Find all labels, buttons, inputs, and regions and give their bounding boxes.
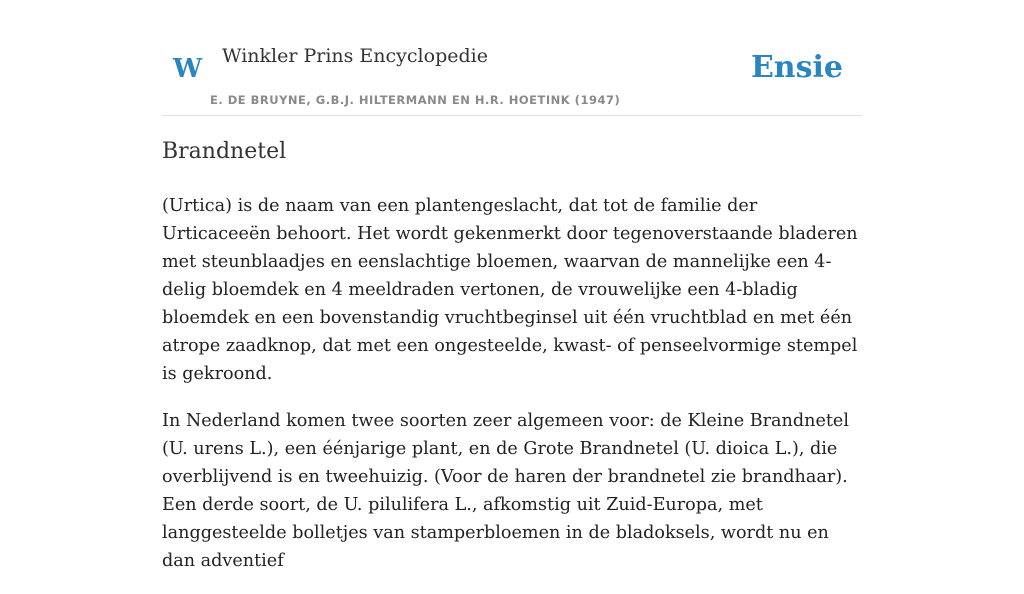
authors-line: E. DE BRUYNE, G.B.J. HILTERMANN EN H.R. HOETINK (1947) — [210, 93, 621, 107]
winkler-prins-logo[interactable]: W — [173, 54, 203, 84]
page — [162, 0, 862, 571]
article-body — [162, 192, 867, 594]
article-paragraph: In Nederland komen twee soorten zeer algemeen voor: de Kleine Brandnetel (U. urens L.), een éénjarige plant, en de Grote Brandnetel (U. dioica L.), die overblijvend is en tweehuizig. (Voor de haren der brandnetel zie brandhaar). Een derde soort, de U. pilulifera L., afkomstig uit Zuid-Europa, met langgesteelde bolletjes van stamperbloemen in de bladoksels, wordt nu en dan adventief — [162, 411, 849, 571]
article-title: Brandnetel — [162, 139, 287, 164]
ensie-logo[interactable]: Ensie — [750, 50, 843, 85]
site-title[interactable]: Winkler Prins Encyclopedie — [222, 45, 488, 67]
article-paragraph: (Urtica) is de naam van een plantengeslacht, dat tot de familie der Urticaceeën behoort. Het wordt gekenmerkt door tegenoverstaande bladeren met steunblaadjes en eenslachtige bloemen, waarvan de mannelijke een 4-delig bloemdek en 4 meeldraden vertonen, de vrouwelijke een 4-bladig bloemdek en een bovenstandig vruchtbeginsel uit één vruchtblad en met één atrope zaadknop, dat met een ongesteelde, kwast- of penseelvormige stempel is gekroond. — [162, 196, 858, 384]
site-header — [162, 0, 862, 116]
